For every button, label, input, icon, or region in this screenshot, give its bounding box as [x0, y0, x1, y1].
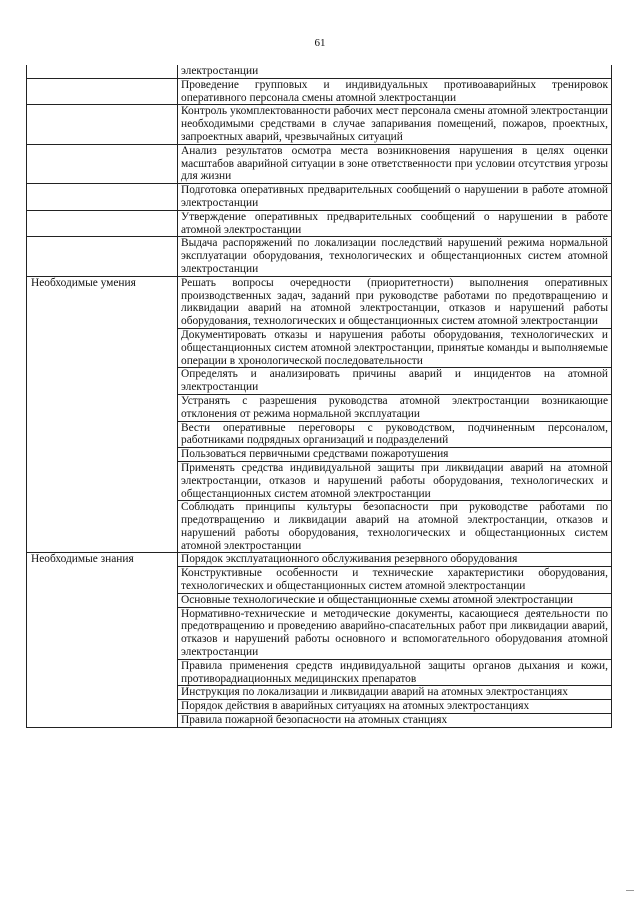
requirement-item: Инструкция по локализации и ликвидации аварий на атомных электростанциях	[178, 686, 612, 700]
table-row	[27, 593, 612, 607]
requirements-table-body	[27, 65, 612, 727]
table-row	[27, 276, 612, 328]
table-row	[27, 210, 612, 237]
table-row	[27, 448, 612, 462]
requirement-item: Применять средства индивидуальной защиты при ликвидации аварий на атомной электростанции, отказов и нарушений работы оборудования, технологических и общестанционных систем атомной электростанции	[178, 461, 612, 500]
section-label-cell	[27, 394, 178, 421]
requirement-item: Пользоваться первичными средствами пожаротушения	[178, 448, 612, 462]
table-row	[27, 567, 612, 594]
section-label-cell	[27, 78, 178, 105]
requirement-item: Основные технологические и общестанционные схемы атомной электростанции	[178, 593, 612, 607]
requirement-item: Решать вопросы очередности (приоритетности) выполнения оперативных производственных задач, заданий при руководстве работами по предотвращению и ликвидации аварий на атомной электростанции, отказов и нарушений работы оборудования, технологических и общестанционных систем атомной электростанции	[178, 276, 612, 328]
section-label-cell	[27, 210, 178, 237]
table-row	[27, 368, 612, 395]
section-label-cell	[27, 501, 178, 553]
section-label-cell	[27, 368, 178, 395]
table-row	[27, 700, 612, 714]
section-label-cell	[27, 659, 178, 686]
table-row	[27, 144, 612, 183]
table-row	[27, 237, 612, 276]
section-label-cell	[27, 421, 178, 448]
requirement-item: Анализ результатов осмотра места возникновения нарушения в целях оценки масштабов аварийной ситуации в зоне ответственности при условии отсутствия угрозы для жизни	[178, 144, 612, 183]
requirement-item: Конструктивные особенности и технические характеристики оборудования, технологических и общестанционных систем атомной электростанции	[178, 567, 612, 594]
requirement-item: Проведение групповых и индивидуальных противоаварийных тренировок оперативного персонала смены атомной электростанции	[178, 78, 612, 105]
requirement-item: Определять и анализировать причины аварий и инцидентов на атомной электростанции	[178, 368, 612, 395]
requirement-item: Контроль укомплектованности рабочих мест персонала смены атомной электростанции необходимыми средствами в случае запаривания помещений, пожаров, проектных, запроектных аварий, чрезвычайных ситуаций	[178, 105, 612, 144]
section-label: Необходимые умения	[27, 276, 178, 328]
section-label: Необходимые знания	[27, 553, 178, 567]
page-number: 61	[314, 37, 326, 49]
section-label-cell	[27, 607, 178, 659]
requirement-item: Устранять с разрешения руководства атомной электростанции возникающие отклонения от режима нормальной эксплуатации	[178, 394, 612, 421]
requirement-item: Документировать отказы и нарушения работы оборудования, технологических и общестанционных систем атомной электростанции, принятые команды и выполняемые операции в хронологической последовательности	[178, 328, 612, 367]
table-row	[27, 501, 612, 553]
section-label-cell	[27, 105, 178, 144]
table-row	[27, 328, 612, 367]
section-label-cell	[27, 567, 178, 594]
section-label-cell	[27, 700, 178, 714]
requirement-item: электростанции	[178, 65, 612, 78]
section-label-cell	[27, 184, 178, 211]
requirement-item: Порядок эксплуатационного обслуживания резервного оборудования	[178, 553, 612, 567]
requirement-item: Соблюдать принципы культуры безопасности при руководстве работами по предотвращению и ликвидации аварий на атомной электростанции, отказов и нарушений работы оборудования, технологических и общестанционных систем атомной электростанции	[178, 501, 612, 553]
requirement-item: Вести оперативные переговоры с руководством, подчиненным персоналом, работниками подрядных организаций и подразделений	[178, 421, 612, 448]
section-label-cell	[27, 65, 178, 78]
table-row	[27, 553, 612, 567]
section-label-cell	[27, 448, 178, 462]
requirements-table	[26, 65, 612, 728]
table-row	[27, 105, 612, 144]
section-label-cell	[27, 714, 178, 728]
section-label-cell	[27, 237, 178, 276]
scan-edge-mark	[626, 890, 634, 891]
table-row	[27, 421, 612, 448]
table-row	[27, 461, 612, 500]
table-row	[27, 686, 612, 700]
requirement-item: Утверждение оперативных предварительных сообщений о нарушении в работе атомной электростанции	[178, 210, 612, 237]
section-label-cell	[27, 461, 178, 500]
section-label-cell	[27, 328, 178, 367]
table-row	[27, 394, 612, 421]
section-label-cell	[27, 593, 178, 607]
section-label-cell	[27, 686, 178, 700]
requirement-item: Выдача распоряжений по локализации последствий нарушений режима нормальной эксплуатации оборудования, технологических и общестанционных систем атомной электростанции	[178, 237, 612, 276]
section-label-cell	[27, 144, 178, 183]
table-row	[27, 607, 612, 659]
requirement-item: Правила применения средств индивидуальной защиты органов дыхания и кожи, противорадиационных медицинских препаратов	[178, 659, 612, 686]
table-row	[27, 65, 612, 78]
table-row	[27, 184, 612, 211]
requirement-item: Порядок действия в аварийных ситуациях на атомных электростанциях	[178, 700, 612, 714]
requirement-item: Подготовка оперативных предварительных сообщений о нарушении в работе атомной электростанции	[178, 184, 612, 211]
requirement-item: Нормативно-технические и методические документы, касающиеся деятельности по предотвращению и проведению аварийно-спасательных работ при ликвидации аварий, отказов и нарушений работы основного и вспомогательного оборудования атомной электростанции	[178, 607, 612, 659]
table-row	[27, 78, 612, 105]
requirement-item: Правила пожарной безопасности на атомных станциях	[178, 714, 612, 728]
table-row	[27, 714, 612, 728]
table-row	[27, 659, 612, 686]
